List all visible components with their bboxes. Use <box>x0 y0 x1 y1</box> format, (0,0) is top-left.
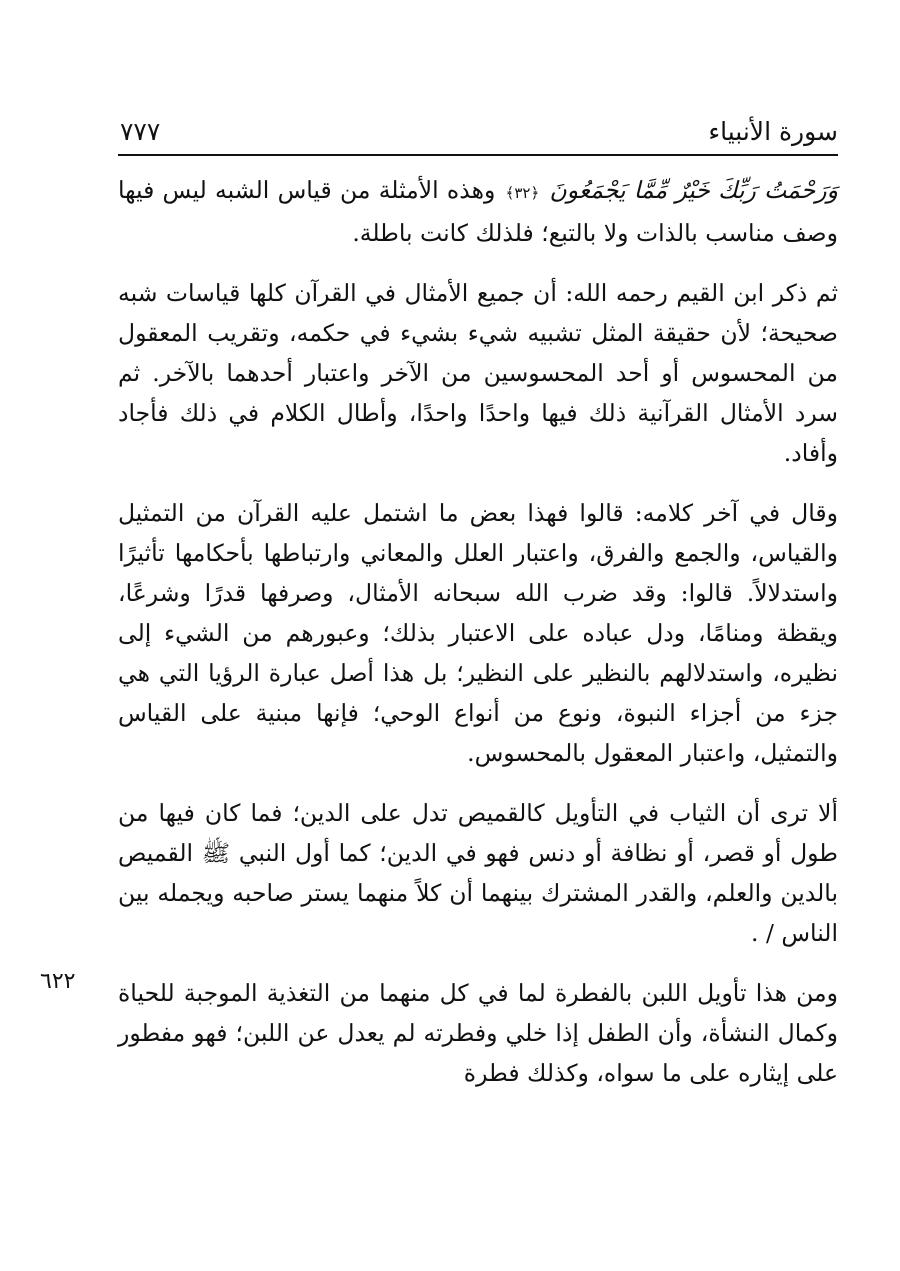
page-header <box>118 112 838 154</box>
paragraph-1 <box>118 170 838 253</box>
paragraph-2: ثم ذكر ابن القيم رحمه الله: أن جميع الأمثال في القرآن كلها قياسات شبه صحيحة؛ لأن حقيقة المثل تشبيه شيء بشيء في حكمه، وتقريب المعقول من المحسوس أو أحد المحسوسين من الآخر واعتبار أحدهما بالآخر. ثم سرد الأمثال القرآنية ذلك فيها واحدًا واحدًا، وأطال الكلام في ذلك فأجاد وأفاد. <box>118 279 838 467</box>
paragraph-5: ومن هذا تأويل اللبن بالفطرة لما في كل منهما من التغذية الموجبة للحياة وكمال النشأة، وأن الطفل إذا خلي وفطرته لم يعدل عن اللبن؛ فهو مفطور على إيثاره على ما سواه، وكذلك فطرة <box>118 979 838 1087</box>
ayah-number-mark: ﴿٣٢﴾ <box>505 184 540 202</box>
page-body <box>118 170 838 1093</box>
surah-title: سورة الأنبياء <box>708 117 838 146</box>
quran-verse: وَرَحْمَتُ رَبِّكَ خَيْرٌ مِّمَّا يَجْمَعُونَ <box>549 176 838 204</box>
paragraph-text: وهذه الأمثلة من قياس الشبه ليس فيها وصف مناسب بالذات ولا بالتبع؛ فلذلك كانت باطلة. <box>118 176 838 247</box>
page-number: ٧٧٧ <box>120 117 161 146</box>
paragraph-4: ألا ترى أن الثياب في التأويل كالقميص تدل على الدين؛ فما كان فيها من طول أو قصر، أو نظافة أو دنس فهو في الدين؛ كما أول النبي ﷺ القميص بالدين والعلم، والقدر المشترك بينهما أن كلاً منهما يستر صاحبه ويجمله بين الناس / . <box>118 799 838 947</box>
margin-page-number: ٦٢٢ <box>40 969 76 994</box>
paragraph-3: وقال في آخر كلامه: قالوا فهذا بعض ما اشتمل عليه القرآن من التمثيل والقياس، والجمع والفرق، واعتبار العلل والمعاني وارتباطها بأحكامها تأثيرًا واستدلالاً. قالوا: وقد ضرب الله سبحانه الأمثال، وصرفها قدرًا وشرعًا، ويقظة ومنامًا، ودل عباده على الاعتبار بذلك؛ وعبورهم من الشيء إلى نظيره، واستدلالهم بالنظير على النظير؛ بل هذا أصل عبارة الرؤيا التي هي جزء من أجزاء النبوة، ونوع من أنواع الوحي؛ فإنها مبنية على القياس والتمثيل، واعتبار المعقول بالمحسوس. <box>118 499 838 767</box>
header-divider <box>118 154 838 156</box>
